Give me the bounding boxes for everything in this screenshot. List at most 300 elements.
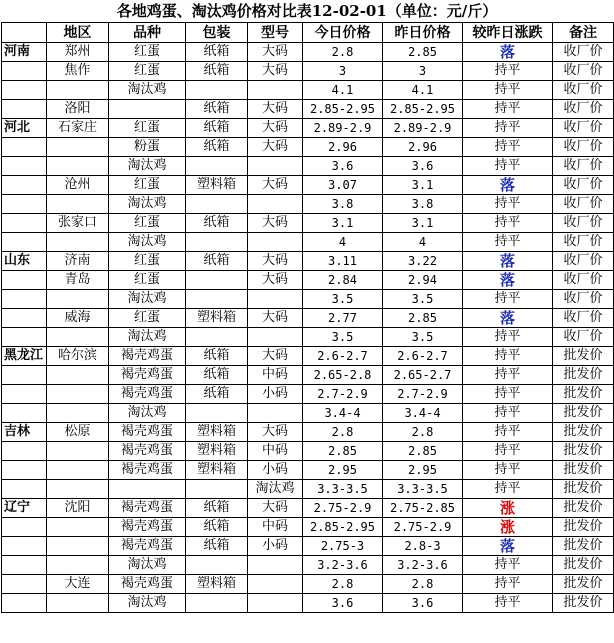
yesterday-price-cell: 4.1 <box>383 81 463 100</box>
today-price-cell: 2.95 <box>303 461 383 480</box>
header-region: 地区 <box>47 23 109 43</box>
note-cell: 批发价 <box>553 594 614 613</box>
size-cell <box>248 157 303 176</box>
yesterday-price-cell: 2.65-2.7 <box>383 366 463 385</box>
change-cell: 持平 <box>463 594 553 613</box>
yesterday-price-cell: 3.2-3.6 <box>383 556 463 575</box>
note-cell: 收厂价 <box>553 214 614 233</box>
city-cell: 威海 <box>47 309 109 328</box>
table-row <box>2 62 614 81</box>
note-cell: 收厂价 <box>553 119 614 138</box>
change-cell: 持平 <box>463 138 553 157</box>
prov-cell <box>2 556 47 575</box>
prov-cell: 吉林 <box>2 423 47 442</box>
header-note: 备注 <box>553 23 614 43</box>
table-row <box>2 157 614 176</box>
yesterday-price-cell: 2.75-2.85 <box>383 499 463 518</box>
table-row <box>2 328 614 347</box>
yesterday-price-cell: 2.8 <box>383 423 463 442</box>
variety-cell: 红蛋 <box>109 214 186 233</box>
size-cell: 大码 <box>248 119 303 138</box>
change-cell: 涨 <box>463 499 553 518</box>
prov-cell <box>2 176 47 195</box>
yesterday-price-cell: 2.7-2.9 <box>383 385 463 404</box>
today-price-cell: 3.3-3.5 <box>303 480 383 499</box>
today-price-cell: 2.77 <box>303 309 383 328</box>
size-cell: 大码 <box>248 252 303 271</box>
today-price-cell: 2.85 <box>303 442 383 461</box>
size-cell <box>248 81 303 100</box>
variety-cell: 淘汰鸡 <box>109 404 186 423</box>
header-today-price: 今日价格 <box>303 23 383 43</box>
table-row <box>2 233 614 252</box>
city-cell: 张家口 <box>47 214 109 233</box>
note-cell: 批发价 <box>553 499 614 518</box>
change-cell: 持平 <box>463 385 553 404</box>
yesterday-price-cell: 2.85-2.95 <box>383 100 463 119</box>
prov-cell <box>2 157 47 176</box>
table-row <box>2 423 614 442</box>
note-cell: 收厂价 <box>553 309 614 328</box>
variety-cell <box>109 480 186 499</box>
prov-cell <box>2 62 47 81</box>
size-cell: 大码 <box>248 499 303 518</box>
city-cell: 沧州 <box>47 176 109 195</box>
today-price-cell: 4 <box>303 233 383 252</box>
today-price-cell: 2.75-2.9 <box>303 499 383 518</box>
yesterday-price-cell: 2.85 <box>383 43 463 62</box>
table-row <box>2 195 614 214</box>
size-cell: 淘汰鸡 <box>248 480 303 499</box>
table-row <box>2 138 614 157</box>
note-cell: 批发价 <box>553 347 614 366</box>
table-row <box>2 81 614 100</box>
note-cell: 批发价 <box>553 366 614 385</box>
package-cell: 纸箱 <box>186 537 248 556</box>
prov-cell <box>2 480 47 499</box>
change-cell: 落 <box>463 537 553 556</box>
city-cell <box>47 157 109 176</box>
note-cell: 批发价 <box>553 537 614 556</box>
note-cell: 批发价 <box>553 442 614 461</box>
variety-cell: 红蛋 <box>109 119 186 138</box>
note-cell: 批发价 <box>553 385 614 404</box>
change-cell: 持平 <box>463 290 553 309</box>
note-cell: 批发价 <box>553 575 614 594</box>
table-row <box>2 537 614 556</box>
city-cell <box>47 480 109 499</box>
note-cell: 收厂价 <box>553 62 614 81</box>
prov-cell <box>2 309 47 328</box>
package-cell: 纸箱 <box>186 214 248 233</box>
city-cell <box>47 81 109 100</box>
city-cell: 青岛 <box>47 271 109 290</box>
table-row <box>2 461 614 480</box>
package-cell: 塑料箱 <box>186 461 248 480</box>
variety-cell: 褐壳鸡蛋 <box>109 575 186 594</box>
prov-cell: 河北 <box>2 119 47 138</box>
variety-cell: 淘汰鸡 <box>109 195 186 214</box>
header-row <box>2 23 614 43</box>
package-cell <box>186 81 248 100</box>
table-row <box>2 176 614 195</box>
prov-cell <box>2 271 47 290</box>
yesterday-price-cell: 3.1 <box>383 176 463 195</box>
yesterday-price-cell: 2.94 <box>383 271 463 290</box>
package-cell: 纸箱 <box>186 499 248 518</box>
variety-cell: 红蛋 <box>109 309 186 328</box>
package-cell: 塑料箱 <box>186 423 248 442</box>
package-cell: 纸箱 <box>186 366 248 385</box>
change-cell: 持平 <box>463 556 553 575</box>
change-cell: 涨 <box>463 518 553 537</box>
city-cell: 沈阳 <box>47 499 109 518</box>
package-cell: 纸箱 <box>186 385 248 404</box>
yesterday-price-cell: 2.75-2.9 <box>383 518 463 537</box>
change-cell: 持平 <box>463 157 553 176</box>
prov-cell: 山东 <box>2 252 47 271</box>
size-cell: 大码 <box>248 309 303 328</box>
today-price-cell: 2.84 <box>303 271 383 290</box>
yesterday-price-cell: 2.85 <box>383 309 463 328</box>
change-cell: 持平 <box>463 100 553 119</box>
package-cell: 纸箱 <box>186 43 248 62</box>
size-cell <box>248 195 303 214</box>
variety-cell: 淘汰鸡 <box>109 556 186 575</box>
prov-cell <box>2 537 47 556</box>
header-yesterday-price: 昨日价格 <box>383 23 463 43</box>
table-row <box>2 594 614 613</box>
city-cell <box>47 556 109 575</box>
yesterday-price-cell: 2.6-2.7 <box>383 347 463 366</box>
note-cell: 收厂价 <box>553 43 614 62</box>
table-row <box>2 347 614 366</box>
yesterday-price-cell: 3.4-4 <box>383 404 463 423</box>
today-price-cell: 3.5 <box>303 328 383 347</box>
variety-cell: 红蛋 <box>109 252 186 271</box>
table-body <box>2 43 614 613</box>
yesterday-price-cell: 3.22 <box>383 252 463 271</box>
variety-cell: 淘汰鸡 <box>109 290 186 309</box>
today-price-cell: 2.85-2.95 <box>303 100 383 119</box>
prov-cell: 辽宁 <box>2 499 47 518</box>
change-cell: 持平 <box>463 442 553 461</box>
change-cell: 持平 <box>463 423 553 442</box>
change-cell: 落 <box>463 176 553 195</box>
variety-cell: 红蛋 <box>109 176 186 195</box>
variety-cell: 褐壳鸡蛋 <box>109 423 186 442</box>
yesterday-price-cell: 3.8 <box>383 195 463 214</box>
note-cell: 批发价 <box>553 461 614 480</box>
note-cell: 收厂价 <box>553 81 614 100</box>
yesterday-price-cell: 4 <box>383 233 463 252</box>
note-cell: 收厂价 <box>553 138 614 157</box>
city-cell <box>47 233 109 252</box>
size-cell: 小码 <box>248 537 303 556</box>
variety-cell: 红蛋 <box>109 62 186 81</box>
size-cell: 大码 <box>248 62 303 81</box>
today-price-cell: 3.4-4 <box>303 404 383 423</box>
header-variety: 品种 <box>109 23 186 43</box>
table-row <box>2 309 614 328</box>
table-row <box>2 119 614 138</box>
change-cell: 持平 <box>463 347 553 366</box>
city-cell: 郑州 <box>47 43 109 62</box>
city-cell: 松原 <box>47 423 109 442</box>
size-cell: 大码 <box>248 214 303 233</box>
city-cell: 哈尔滨 <box>47 347 109 366</box>
today-price-cell: 3 <box>303 62 383 81</box>
table-row <box>2 556 614 575</box>
yesterday-price-cell: 2.85 <box>383 442 463 461</box>
prov-cell <box>2 290 47 309</box>
table-row <box>2 575 614 594</box>
variety-cell: 褐壳鸡蛋 <box>109 499 186 518</box>
prov-cell: 河南 <box>2 43 47 62</box>
variety-cell: 红蛋 <box>109 271 186 290</box>
table-row <box>2 385 614 404</box>
prov-cell <box>2 328 47 347</box>
yesterday-price-cell: 2.95 <box>383 461 463 480</box>
note-cell: 批发价 <box>553 556 614 575</box>
package-cell: 纸箱 <box>186 138 248 157</box>
today-price-cell: 2.65-2.8 <box>303 366 383 385</box>
table-row <box>2 252 614 271</box>
city-cell: 济南 <box>47 252 109 271</box>
city-cell <box>47 290 109 309</box>
package-cell: 塑料箱 <box>186 309 248 328</box>
package-cell <box>186 480 248 499</box>
prov-cell <box>2 518 47 537</box>
prov-cell <box>2 575 47 594</box>
city-cell <box>47 138 109 157</box>
package-cell <box>186 404 248 423</box>
yesterday-price-cell: 3.5 <box>383 328 463 347</box>
today-price-cell: 3.6 <box>303 594 383 613</box>
table-row <box>2 404 614 423</box>
size-cell: 大码 <box>248 347 303 366</box>
package-cell <box>186 290 248 309</box>
package-cell: 纸箱 <box>186 518 248 537</box>
package-cell: 纸箱 <box>186 62 248 81</box>
city-cell <box>47 461 109 480</box>
size-cell <box>248 404 303 423</box>
prov-cell <box>2 195 47 214</box>
table-row <box>2 271 614 290</box>
variety-cell: 淘汰鸡 <box>109 81 186 100</box>
city-cell <box>47 442 109 461</box>
variety-cell: 淘汰鸡 <box>109 594 186 613</box>
variety-cell: 红蛋 <box>109 43 186 62</box>
prov-cell <box>2 138 47 157</box>
variety-cell <box>109 100 186 119</box>
package-cell: 纸箱 <box>186 252 248 271</box>
variety-cell: 褐壳鸡蛋 <box>109 385 186 404</box>
note-cell: 批发价 <box>553 423 614 442</box>
table-row <box>2 43 614 62</box>
size-cell <box>248 328 303 347</box>
size-cell: 大码 <box>248 138 303 157</box>
prov-cell <box>2 100 47 119</box>
package-cell: 塑料箱 <box>186 442 248 461</box>
city-cell <box>47 404 109 423</box>
prov-cell <box>2 214 47 233</box>
table-row <box>2 480 614 499</box>
prov-cell <box>2 442 47 461</box>
size-cell <box>248 594 303 613</box>
variety-cell: 褐壳鸡蛋 <box>109 461 186 480</box>
yesterday-price-cell: 3.6 <box>383 157 463 176</box>
yesterday-price-cell: 3.6 <box>383 594 463 613</box>
size-cell <box>248 575 303 594</box>
size-cell: 中码 <box>248 366 303 385</box>
header-size: 型号 <box>248 23 303 43</box>
note-cell: 批发价 <box>553 480 614 499</box>
table-row <box>2 442 614 461</box>
size-cell <box>248 233 303 252</box>
note-cell: 批发价 <box>553 518 614 537</box>
prov-cell <box>2 404 47 423</box>
change-cell: 持平 <box>463 195 553 214</box>
package-cell <box>186 594 248 613</box>
variety-cell: 淘汰鸡 <box>109 157 186 176</box>
package-cell: 纸箱 <box>186 119 248 138</box>
change-cell: 持平 <box>463 480 553 499</box>
change-cell: 持平 <box>463 119 553 138</box>
size-cell: 中码 <box>248 518 303 537</box>
city-cell <box>47 328 109 347</box>
page-title: 各地鸡蛋、淘汰鸡价格对比表12-02-01（单位：元/斤） <box>116 2 498 20</box>
prov-cell <box>2 385 47 404</box>
city-cell: 洛阳 <box>47 100 109 119</box>
city-cell <box>47 594 109 613</box>
change-cell: 持平 <box>463 81 553 100</box>
size-cell: 大码 <box>248 176 303 195</box>
variety-cell: 粉蛋 <box>109 138 186 157</box>
yesterday-price-cell: 2.96 <box>383 138 463 157</box>
change-cell: 持平 <box>463 233 553 252</box>
prov-cell <box>2 81 47 100</box>
city-cell <box>47 537 109 556</box>
change-cell: 持平 <box>463 328 553 347</box>
city-cell <box>47 518 109 537</box>
price-table <box>1 22 614 613</box>
header-change: 较昨日涨跌 <box>463 23 553 43</box>
note-cell: 批发价 <box>553 404 614 423</box>
city-cell: 大连 <box>47 575 109 594</box>
today-price-cell: 2.89-2.9 <box>303 119 383 138</box>
table-row <box>2 290 614 309</box>
table-row <box>2 366 614 385</box>
prov-cell <box>2 233 47 252</box>
yesterday-price-cell: 2.8-3 <box>383 537 463 556</box>
package-cell: 纸箱 <box>186 100 248 119</box>
note-cell: 收厂价 <box>553 290 614 309</box>
today-price-cell: 3.07 <box>303 176 383 195</box>
header-package: 包装 <box>186 23 248 43</box>
yesterday-price-cell: 3.5 <box>383 290 463 309</box>
package-cell <box>186 157 248 176</box>
package-cell <box>186 556 248 575</box>
today-price-cell: 2.75-3 <box>303 537 383 556</box>
change-cell: 持平 <box>463 366 553 385</box>
today-price-cell: 3.8 <box>303 195 383 214</box>
package-cell <box>186 271 248 290</box>
variety-cell: 褐壳鸡蛋 <box>109 366 186 385</box>
note-cell: 收厂价 <box>553 328 614 347</box>
note-cell: 收厂价 <box>553 176 614 195</box>
yesterday-price-cell: 3.3-3.5 <box>383 480 463 499</box>
package-cell <box>186 328 248 347</box>
today-price-cell: 3.2-3.6 <box>303 556 383 575</box>
prov-cell <box>2 461 47 480</box>
today-price-cell: 2.8 <box>303 423 383 442</box>
table-row <box>2 518 614 537</box>
today-price-cell: 2.85-2.95 <box>303 518 383 537</box>
change-cell: 持平 <box>463 461 553 480</box>
prov-cell: 黑龙江 <box>2 347 47 366</box>
city-cell <box>47 385 109 404</box>
variety-cell: 褐壳鸡蛋 <box>109 347 186 366</box>
size-cell: 小码 <box>248 385 303 404</box>
prov-cell <box>2 366 47 385</box>
note-cell: 收厂价 <box>553 195 614 214</box>
variety-cell: 淘汰鸡 <box>109 233 186 252</box>
note-cell: 收厂价 <box>553 100 614 119</box>
change-cell: 落 <box>463 271 553 290</box>
today-price-cell: 3.11 <box>303 252 383 271</box>
size-cell: 中码 <box>248 442 303 461</box>
today-price-cell: 3.1 <box>303 214 383 233</box>
today-price-cell: 3.5 <box>303 290 383 309</box>
size-cell <box>248 556 303 575</box>
today-price-cell: 2.8 <box>303 575 383 594</box>
size-cell: 大码 <box>248 423 303 442</box>
variety-cell: 褐壳鸡蛋 <box>109 537 186 556</box>
city-cell: 焦作 <box>47 62 109 81</box>
today-price-cell: 2.6-2.7 <box>303 347 383 366</box>
today-price-cell: 2.8 <box>303 43 383 62</box>
change-cell: 落 <box>463 43 553 62</box>
today-price-cell: 2.7-2.9 <box>303 385 383 404</box>
variety-cell: 淘汰鸡 <box>109 328 186 347</box>
city-cell <box>47 195 109 214</box>
yesterday-price-cell: 3.1 <box>383 214 463 233</box>
note-cell: 收厂价 <box>553 252 614 271</box>
package-cell: 纸箱 <box>186 347 248 366</box>
table-row <box>2 214 614 233</box>
package-cell: 塑料箱 <box>186 575 248 594</box>
change-cell: 落 <box>463 252 553 271</box>
note-cell: 收厂价 <box>553 233 614 252</box>
today-price-cell: 3.6 <box>303 157 383 176</box>
note-cell: 收厂价 <box>553 157 614 176</box>
size-cell: 大码 <box>248 100 303 119</box>
package-cell <box>186 195 248 214</box>
city-cell <box>47 366 109 385</box>
today-price-cell: 4.1 <box>303 81 383 100</box>
table-row <box>2 499 614 518</box>
change-cell: 持平 <box>463 404 553 423</box>
prov-cell <box>2 594 47 613</box>
size-cell <box>248 290 303 309</box>
note-cell: 收厂价 <box>553 271 614 290</box>
change-cell: 持平 <box>463 214 553 233</box>
variety-cell: 褐壳鸡蛋 <box>109 442 186 461</box>
today-price-cell: 2.96 <box>303 138 383 157</box>
size-cell: 小码 <box>248 461 303 480</box>
yesterday-price-cell: 2.89-2.9 <box>383 119 463 138</box>
